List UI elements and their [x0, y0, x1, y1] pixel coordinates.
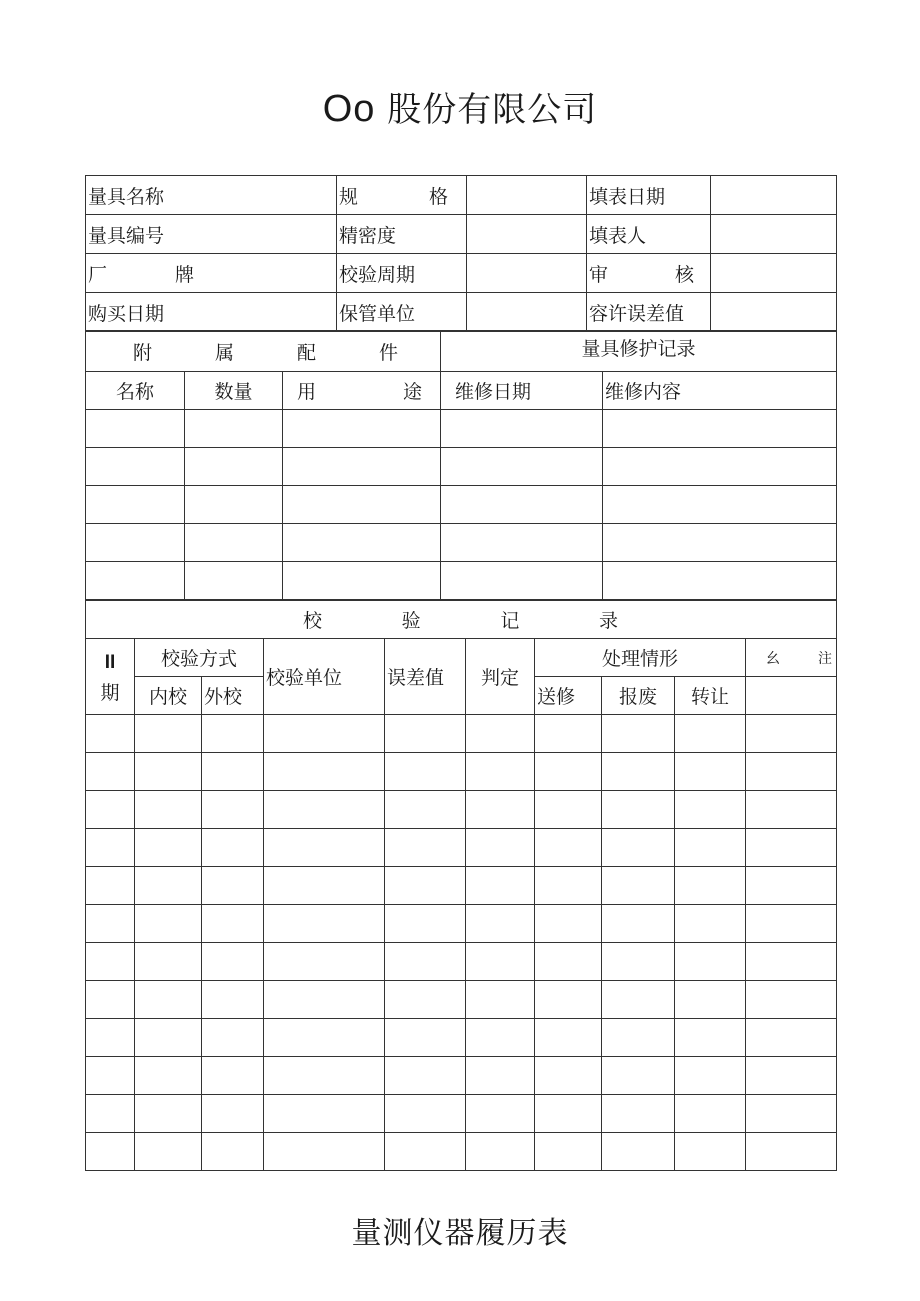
- label-tolerance: 容许误差值: [587, 293, 711, 332]
- table-cell[interactable]: [675, 867, 746, 905]
- table-cell[interactable]: [86, 448, 185, 486]
- label-filler: 填表人: [587, 215, 711, 254]
- table-cell[interactable]: [746, 753, 837, 791]
- table-cell[interactable]: [86, 1019, 135, 1057]
- accessories-char: 配: [297, 341, 317, 364]
- table-cell[interactable]: [602, 715, 675, 753]
- table-row: [86, 486, 837, 524]
- table-cell[interactable]: [86, 410, 185, 448]
- col-quantity: 数量: [185, 372, 283, 410]
- table-cell[interactable]: [185, 524, 283, 562]
- company-prefix: Oo: [322, 88, 376, 130]
- info-row: [86, 293, 837, 332]
- info-row: [86, 176, 837, 215]
- table-cell[interactable]: [264, 715, 385, 753]
- accessories-section-title: [86, 331, 441, 372]
- form-title: 量测仪器履历表: [351, 1216, 569, 1251]
- table-cell[interactable]: [202, 1019, 264, 1057]
- value-tolerance[interactable]: [711, 293, 837, 332]
- calibration-record-table: [85, 600, 837, 1171]
- col-use-2: 途: [403, 381, 423, 403]
- table-cell[interactable]: [746, 943, 837, 981]
- table-cell[interactable]: [746, 867, 837, 905]
- col-date: [86, 639, 135, 715]
- table-cell[interactable]: [466, 867, 535, 905]
- table-row: [86, 829, 837, 867]
- table-cell[interactable]: [535, 1019, 602, 1057]
- table-cell[interactable]: [535, 753, 602, 791]
- table-cell[interactable]: [603, 486, 837, 524]
- table-row: [86, 981, 837, 1019]
- table-cell[interactable]: [135, 829, 202, 867]
- value-spec[interactable]: [467, 176, 587, 215]
- label-custodian: 保管单位: [337, 293, 467, 332]
- table-cell[interactable]: [385, 1057, 466, 1095]
- table-cell[interactable]: [602, 753, 675, 791]
- table-cell[interactable]: [86, 905, 135, 943]
- label-brand-1: 厂: [88, 263, 108, 286]
- table-row: [86, 715, 837, 753]
- info-row: [86, 254, 837, 293]
- label-precision: 精密度: [337, 215, 467, 254]
- info-row: [86, 215, 837, 254]
- calibration-char: 录: [599, 610, 619, 632]
- table-cell[interactable]: [283, 562, 441, 600]
- col-repair-content: 维修内容: [603, 372, 837, 410]
- label-spec: [337, 176, 467, 215]
- table-row: [86, 448, 837, 486]
- value-fill-date[interactable]: [711, 176, 837, 215]
- label-brand: [86, 254, 337, 293]
- value-precision[interactable]: [467, 215, 587, 254]
- table-cell[interactable]: [283, 524, 441, 562]
- accessories-char: 附: [133, 341, 153, 364]
- table-cell[interactable]: [466, 905, 535, 943]
- table-cell[interactable]: [675, 1019, 746, 1057]
- label-cal-cycle: 校验周期: [337, 254, 467, 293]
- table-cell[interactable]: [135, 1057, 202, 1095]
- table-cell[interactable]: [202, 791, 264, 829]
- table-cell[interactable]: [385, 715, 466, 753]
- table-row: [86, 1057, 837, 1095]
- table-cell[interactable]: [135, 715, 202, 753]
- calibration-char: 记: [500, 610, 520, 632]
- table-cell[interactable]: [385, 1019, 466, 1057]
- table-cell[interactable]: [675, 943, 746, 981]
- company-name: 股份有限公司: [387, 90, 598, 130]
- table-cell[interactable]: [675, 981, 746, 1019]
- table-cell[interactable]: [86, 791, 135, 829]
- label-gauge-number: 量具编号: [86, 215, 337, 254]
- col-handling: 处理情形: [535, 639, 746, 677]
- column-header-row: [86, 372, 837, 410]
- table-cell[interactable]: [86, 524, 185, 562]
- table-cell[interactable]: [135, 943, 202, 981]
- table-cell[interactable]: [535, 1057, 602, 1095]
- table-cell[interactable]: [675, 1057, 746, 1095]
- table-cell[interactable]: [535, 1133, 602, 1171]
- table-cell[interactable]: [535, 981, 602, 1019]
- table-cell[interactable]: [602, 1133, 675, 1171]
- table-cell[interactable]: [264, 867, 385, 905]
- table-cell[interactable]: [264, 1057, 385, 1095]
- col-name: 名称: [86, 372, 185, 410]
- table-cell[interactable]: [264, 1095, 385, 1133]
- table-cell[interactable]: [746, 791, 837, 829]
- col-use: [283, 372, 441, 410]
- table-cell[interactable]: [602, 1057, 675, 1095]
- table-cell[interactable]: [602, 829, 675, 867]
- table-cell[interactable]: [385, 867, 466, 905]
- table-cell[interactable]: [385, 753, 466, 791]
- table-cell[interactable]: [746, 1057, 837, 1095]
- col-external: 外校: [202, 677, 264, 715]
- table-cell[interactable]: [185, 448, 283, 486]
- table-cell[interactable]: [264, 791, 385, 829]
- table-cell[interactable]: [264, 1133, 385, 1171]
- table-cell[interactable]: [441, 524, 603, 562]
- table-cell[interactable]: [264, 753, 385, 791]
- table-row: [86, 1133, 837, 1171]
- table-cell[interactable]: [675, 791, 746, 829]
- table-cell[interactable]: [466, 943, 535, 981]
- table-cell[interactable]: [264, 829, 385, 867]
- maintenance-section-title: 量具修护记录: [441, 331, 837, 372]
- table-cell[interactable]: [746, 981, 837, 1019]
- table-cell[interactable]: [602, 943, 675, 981]
- table-row: [86, 791, 837, 829]
- company-title: [0, 82, 920, 131]
- table-cell[interactable]: [466, 715, 535, 753]
- table-cell[interactable]: [441, 486, 603, 524]
- col-note-blank: [746, 677, 837, 715]
- table-cell[interactable]: [466, 1095, 535, 1133]
- col-error-value: 误差值: [385, 639, 466, 715]
- table-cell[interactable]: [135, 791, 202, 829]
- table-cell[interactable]: [602, 905, 675, 943]
- table-cell[interactable]: [202, 905, 264, 943]
- table-cell[interactable]: [535, 791, 602, 829]
- table-cell[interactable]: [441, 448, 603, 486]
- table-cell[interactable]: [86, 943, 135, 981]
- col-scrap: 报废: [602, 677, 675, 715]
- table-cell[interactable]: [603, 448, 837, 486]
- table-cell[interactable]: [283, 448, 441, 486]
- table-cell[interactable]: [602, 1095, 675, 1133]
- table-cell[interactable]: [202, 1095, 264, 1133]
- table-cell[interactable]: [385, 981, 466, 1019]
- table-cell[interactable]: [385, 1095, 466, 1133]
- col-use-1: 用: [297, 381, 317, 403]
- table-cell[interactable]: [441, 562, 603, 600]
- table-cell[interactable]: [202, 1057, 264, 1095]
- table-cell[interactable]: [86, 715, 135, 753]
- col-internal: 内校: [135, 677, 202, 715]
- table-cell[interactable]: [466, 1057, 535, 1095]
- table-cell[interactable]: [86, 562, 185, 600]
- col-date-1: II: [104, 651, 116, 673]
- table-cell[interactable]: [264, 943, 385, 981]
- table-cell[interactable]: [135, 905, 202, 943]
- table-cell[interactable]: [746, 715, 837, 753]
- value-review[interactable]: [711, 254, 837, 293]
- table-cell[interactable]: [185, 562, 283, 600]
- table-cell[interactable]: [283, 486, 441, 524]
- table-cell[interactable]: [385, 829, 466, 867]
- calibration-section-title: [86, 601, 837, 639]
- table-cell[interactable]: [202, 943, 264, 981]
- table-cell[interactable]: [135, 1019, 202, 1057]
- table-cell[interactable]: [86, 1095, 135, 1133]
- table-cell[interactable]: [202, 715, 264, 753]
- table-cell[interactable]: [86, 1133, 135, 1171]
- table-cell[interactable]: [466, 753, 535, 791]
- table-cell[interactable]: [466, 829, 535, 867]
- col-note: [746, 639, 837, 677]
- label-review-1: 审: [589, 263, 609, 286]
- table-cell[interactable]: [746, 1019, 837, 1057]
- table-cell[interactable]: [86, 829, 135, 867]
- table-cell[interactable]: [135, 1133, 202, 1171]
- table-row: [86, 753, 837, 791]
- label-spec-1: 规: [339, 185, 359, 208]
- table-cell[interactable]: [535, 905, 602, 943]
- table-cell[interactable]: [135, 753, 202, 791]
- table-cell[interactable]: [135, 1095, 202, 1133]
- table-cell[interactable]: [86, 867, 135, 905]
- table-cell[interactable]: [264, 1019, 385, 1057]
- label-purchase-date: 购买日期: [86, 293, 337, 332]
- value-custodian[interactable]: [467, 293, 587, 332]
- col-note-2: 注: [818, 650, 833, 667]
- table-row: [86, 943, 837, 981]
- table-cell[interactable]: [385, 943, 466, 981]
- instrument-info-table: [85, 175, 837, 332]
- col-repair-date: 维修日期: [441, 372, 603, 410]
- table-cell[interactable]: [746, 1095, 837, 1133]
- section-header-row: [86, 331, 837, 372]
- table-cell[interactable]: [603, 410, 837, 448]
- table-cell[interactable]: [202, 753, 264, 791]
- table-cell[interactable]: [602, 981, 675, 1019]
- table-cell[interactable]: [675, 715, 746, 753]
- table-cell[interactable]: [135, 981, 202, 1019]
- table-cell[interactable]: [535, 715, 602, 753]
- table-cell[interactable]: [185, 410, 283, 448]
- value-cal-cycle[interactable]: [467, 254, 587, 293]
- col-send-repair: 送修: [535, 677, 602, 715]
- table-cell[interactable]: [202, 1133, 264, 1171]
- section-header-row: [86, 601, 837, 639]
- col-date-2: 期: [100, 681, 120, 704]
- col-note-1: 幺: [766, 650, 780, 667]
- table-cell[interactable]: [535, 867, 602, 905]
- table-cell[interactable]: [385, 905, 466, 943]
- table-cell[interactable]: [86, 981, 135, 1019]
- label-spec-2: 格: [428, 185, 448, 208]
- table-cell[interactable]: [603, 524, 837, 562]
- table-cell[interactable]: [602, 867, 675, 905]
- column-header-row: [86, 639, 837, 677]
- label-gauge-name: 量具名称: [86, 176, 337, 215]
- table-cell[interactable]: [535, 943, 602, 981]
- table-cell[interactable]: [675, 1095, 746, 1133]
- table-cell[interactable]: [675, 905, 746, 943]
- table-cell[interactable]: [86, 753, 135, 791]
- col-cal-unit: 校验单位: [264, 639, 385, 715]
- table-row: [86, 562, 837, 600]
- table-cell[interactable]: [466, 1133, 535, 1171]
- value-filler[interactable]: [711, 215, 837, 254]
- table-cell[interactable]: [603, 562, 837, 600]
- table-cell[interactable]: [202, 867, 264, 905]
- calibration-char: 校: [303, 610, 323, 632]
- col-transfer: 转让: [675, 677, 746, 715]
- calibration-char: 验: [401, 610, 421, 632]
- accessories-char: 件: [379, 341, 399, 364]
- table-cell[interactable]: [385, 1133, 466, 1171]
- table-cell[interactable]: [675, 829, 746, 867]
- table-cell[interactable]: [385, 791, 466, 829]
- table-cell[interactable]: [135, 867, 202, 905]
- table-row: [86, 1019, 837, 1057]
- table-cell[interactable]: [264, 905, 385, 943]
- label-fill-date: 填表日期: [587, 176, 711, 215]
- table-cell[interactable]: [466, 1019, 535, 1057]
- table-cell[interactable]: [746, 905, 837, 943]
- table-cell[interactable]: [185, 486, 283, 524]
- table-cell[interactable]: [746, 829, 837, 867]
- table-cell[interactable]: [441, 410, 603, 448]
- table-cell[interactable]: [602, 791, 675, 829]
- table-cell[interactable]: [283, 410, 441, 448]
- table-cell[interactable]: [675, 1133, 746, 1171]
- table-cell[interactable]: [86, 486, 185, 524]
- label-review: [587, 254, 711, 293]
- table-row: [86, 1095, 837, 1133]
- col-cal-method: 校验方式: [135, 639, 264, 677]
- table-row: [86, 524, 837, 562]
- table-cell[interactable]: [602, 1019, 675, 1057]
- label-brand-2: 牌: [175, 263, 195, 286]
- table-row: [86, 905, 837, 943]
- table-cell[interactable]: [202, 829, 264, 867]
- col-judgement: 判定: [466, 639, 535, 715]
- table-cell[interactable]: [86, 1057, 135, 1095]
- accessories-char: 属: [215, 341, 235, 364]
- table-cell[interactable]: [535, 829, 602, 867]
- table-cell[interactable]: [466, 791, 535, 829]
- label-review-2: 核: [674, 263, 694, 286]
- table-cell[interactable]: [264, 981, 385, 1019]
- table-row: [86, 867, 837, 905]
- accessories-maintenance-table: [85, 330, 837, 600]
- table-cell[interactable]: [535, 1095, 602, 1133]
- table-cell[interactable]: [675, 753, 746, 791]
- table-cell[interactable]: [746, 1133, 837, 1171]
- table-cell[interactable]: [202, 981, 264, 1019]
- table-row: [86, 410, 837, 448]
- table-cell[interactable]: [466, 981, 535, 1019]
